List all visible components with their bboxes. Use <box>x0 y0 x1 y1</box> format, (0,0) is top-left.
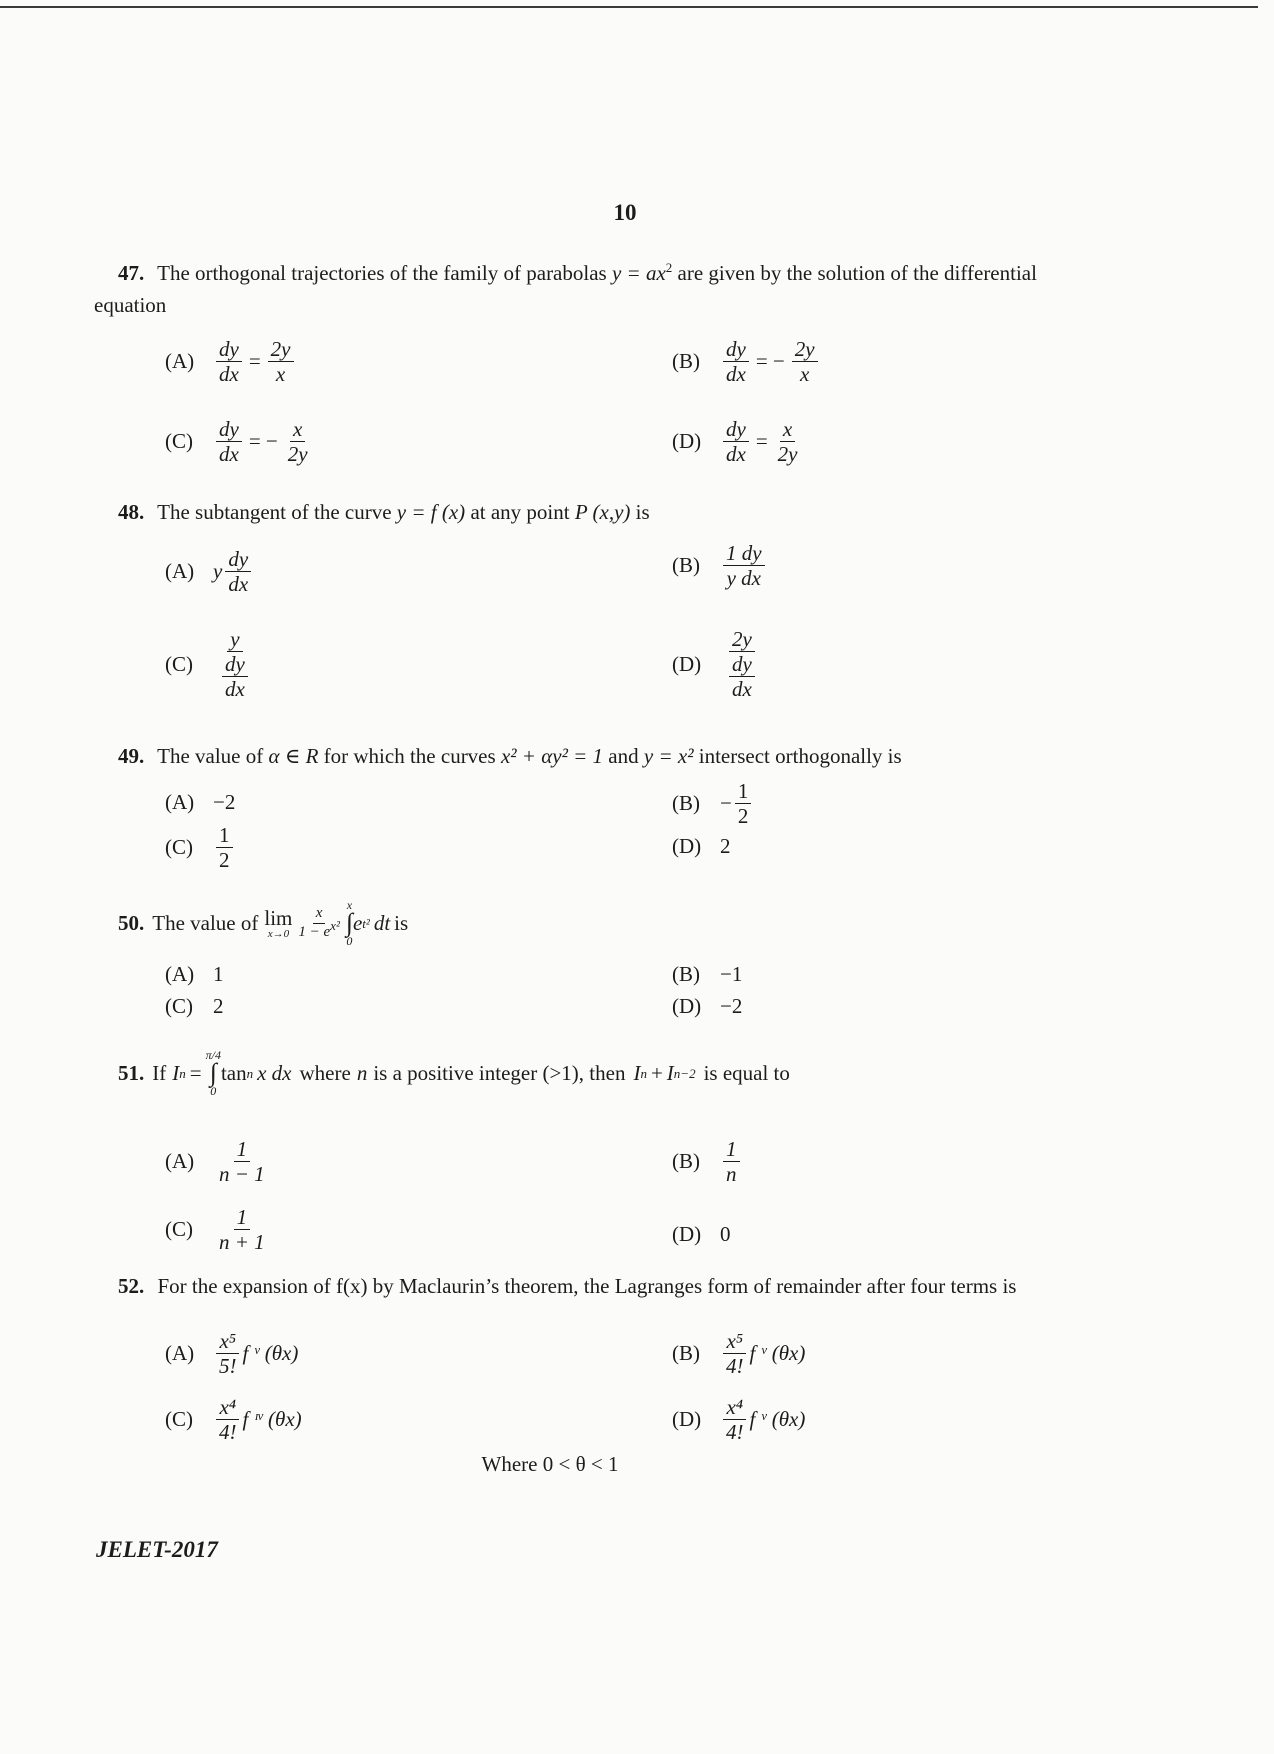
where-note: Where 0 < θ < 1 <box>481 1452 619 1476</box>
q52-option-b: (B) $\frac{\text{x⁵}}{4!}$ f ᵛ (θx) <box>672 1329 806 1379</box>
q50-option-a: (A) 1 <box>165 962 224 986</box>
question-52: 52. For the expansion of f(x) by Maclaurin’s theorem, the Lagranges form of remainder after four terms is <box>118 1274 1017 1298</box>
question-50: 50. The value of lim x→0 $\frac{x}{1 - e^{x^2}}$ x ∫ 0 e t² dt is <box>118 898 409 949</box>
q51-option-c: (C) $\frac{1}{n + 1}$ <box>165 1205 265 1255</box>
q52-option-c: (C) $\frac{\text{x⁴}}{4!}$ f ᶦᵛ (θx) <box>165 1395 302 1445</box>
question-49: 49. The value of α ∈ R for which the curves x² + αy² = 1 and y = x² intersect orthogonally is <box>118 744 902 768</box>
question-47-continuation: equation <box>94 293 167 317</box>
q48-option-c: (C) $\frac{y}{\frac{dy}{dx}}$ <box>165 628 257 700</box>
q51-option-b: (B) $\frac{1}{n}$ <box>672 1138 743 1185</box>
q51-option-d: (D) 0 <box>672 1222 731 1246</box>
footer-exam-code: JELET-2017 <box>96 1537 218 1562</box>
q52-option-d: (D) $\frac{\text{x⁴}}{4!}$ f ᵛ (θx) <box>672 1395 806 1445</box>
q48-option-a: (A) y $\frac{dy}{dx}$ <box>165 548 254 595</box>
q50-option-b: (B) −1 <box>672 962 743 986</box>
q49-option-a: (A) −2 <box>165 790 236 814</box>
q47-option-b: (B) $\frac{dy}{dx}$ = − $\frac{2y}{x}$ <box>672 338 821 385</box>
question-47: 47. The orthogonal trajectories of the family of parabolas $y = ax^2$ are given by the solution of the differential <box>118 260 1037 285</box>
q49-option-d: (D) 2 <box>672 834 731 858</box>
q51-option-a: (A) $\frac{1}{n - 1}$ <box>165 1137 265 1187</box>
question-48: 48. The subtangent of the curve y = f (x) at any point P (x,y) is <box>118 500 650 524</box>
q48-option-b: (B) $\frac{1 dy}{\text{y dx}}$ <box>672 542 768 589</box>
top-rule <box>0 6 1258 8</box>
q49-option-c: (C) $\frac{1}{2}$ <box>165 824 236 871</box>
q48-option-d: (D) $\frac{2y}{\frac{dy}{dx}}$ <box>672 628 764 700</box>
page-number: 10 <box>613 200 637 225</box>
q47-option-c: (C) $\frac{dy}{dx}$ = − $\frac{x}{2y}$ <box>165 417 308 467</box>
q52-option-a: (A) $\frac{\text{x⁵}}{5!}$ f ᵛ (θx) <box>165 1329 299 1379</box>
q50-option-c: (C) 2 <box>165 994 224 1018</box>
question-51: 51. If I n = π/4 ∫ 0 tan n x dx where n is a positive integer (>1), then I n + I n−2 is equal to <box>118 1048 790 1099</box>
q47-option-d: (D) $\frac{dy}{dx}$ = $\frac{x}{2y}$ <box>672 417 798 467</box>
q50-option-d: (D) −2 <box>672 994 743 1018</box>
q49-option-b: (B) − $\frac{1}{2}$ <box>672 780 754 827</box>
q47-option-a: (A) $\frac{dy}{dx}$ = $\frac{2y}{x}$ <box>165 338 297 385</box>
question-number: 47. <box>118 261 145 285</box>
